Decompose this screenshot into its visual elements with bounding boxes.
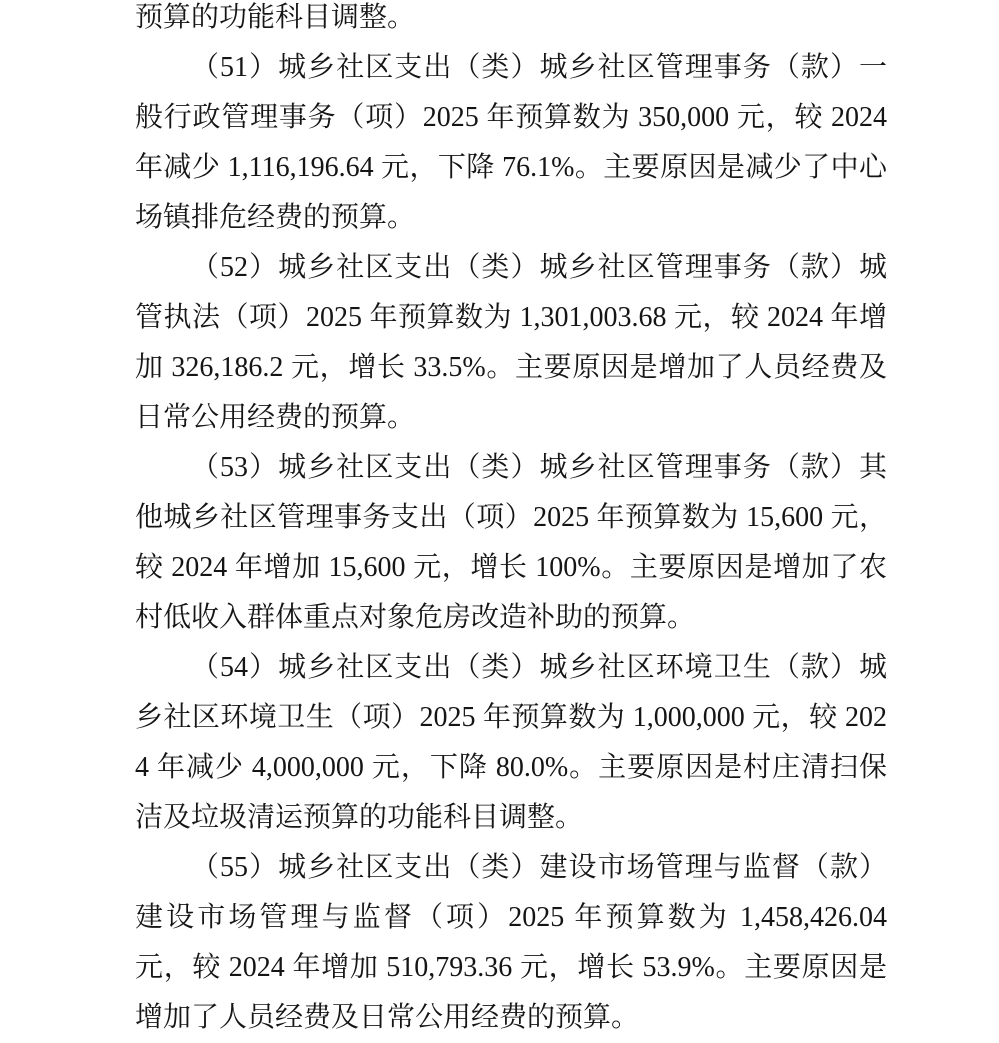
paragraph-item-51: （51）城乡社区支出（类）城乡社区管理事务（款）一般行政管理事务（项）2025 年预算数为 350,000 元，较 2024 年减少 1,116,196.64 元，下降 76.1%。主要原因是减少了中心场镇排危经费的预算。 bbox=[135, 52, 887, 233]
paragraph-item-55: （55）城乡社区支出（类）建设市场管理与监督（款）建设市场管理与监督（项）2025 年预算数为 1,458,426.04 元，较 2024 年增加 510,793.36 元，增长 53.9%。主要原因是增加了人员经费及日常公用经费的预算。 bbox=[135, 852, 887, 1033]
paragraph-item-53: （53）城乡社区支出（类）城乡社区管理事务（款）其他城乡社区管理事务支出（项）2025 年预算数为 15,600 元，较 2024 年增加 15,600 元，增长 100%。主要原因是增加了农村低收入群体重点对象危房改造补助的预算。 bbox=[135, 452, 887, 633]
paragraph-continuation: 预算的功能科目调整。 bbox=[135, 2, 416, 33]
paragraph-item-54: （54）城乡社区支出（类）城乡社区环境卫生（款）城乡社区环境卫生（项）2025 年预算数为 1,000,000 元，较 2024 年减少 4,000,000 元，下降 80.0%。主要原因是村庄清扫保洁及垃圾清运预算的功能科目调整。 bbox=[135, 652, 887, 833]
paragraph-item-52: （52）城乡社区支出（类）城乡社区管理事务（款）城管执法（项）2025 年预算数为 1,301,003.68 元，较 2024 年增加 326,186.2 元，增长 33.5%。主要原因是增加了人员经费及日常公用经费的预算。 bbox=[135, 252, 887, 433]
document-text-block bbox=[135, 0, 887, 1043]
